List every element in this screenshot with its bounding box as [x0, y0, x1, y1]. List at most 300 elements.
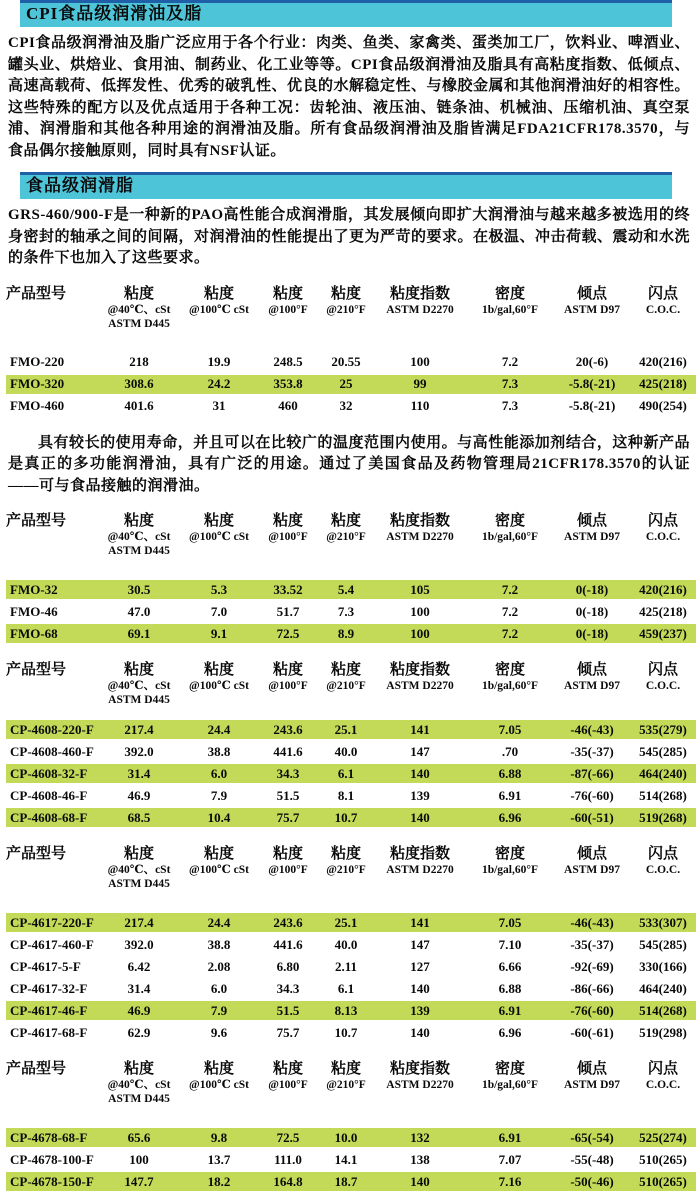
value-cell: 132	[374, 1128, 466, 1147]
column-header-sublabel: @100°F	[268, 531, 308, 543]
value-cell: 20(-6)	[575, 354, 609, 369]
value-cell: 147.7	[98, 1172, 180, 1191]
column-header	[630, 661, 696, 707]
column-header-label: 粘度	[203, 1061, 234, 1077]
column-header-label: 产品型号	[6, 846, 67, 862]
value-cell: 243.6	[258, 913, 318, 932]
value-cell: 7.16	[466, 1172, 554, 1191]
column-header	[180, 661, 258, 707]
column-header	[466, 661, 554, 707]
column-header-sublabel: @210°F	[326, 303, 366, 316]
value-cell: 40.0	[334, 743, 358, 759]
value-cell: 6.96	[466, 808, 554, 827]
value-cell: 110	[410, 398, 430, 413]
value-cell: 141	[374, 720, 466, 739]
column-header	[6, 285, 98, 331]
column-header-sublabel: @40℃、cSt	[107, 1079, 171, 1091]
column-header-sublabel: ASTM D2270	[386, 531, 454, 543]
value-cell: 34.3	[276, 980, 300, 996]
product-spec-table	[6, 282, 696, 419]
value-cell: 525(274)	[630, 1128, 696, 1147]
value-cell: 18.2	[180, 1172, 258, 1191]
table-row	[6, 957, 696, 976]
value-cell: 140	[374, 808, 466, 827]
column-header-label: 粘度	[272, 846, 303, 862]
value-cell: 33.52	[258, 580, 318, 599]
table-row	[6, 979, 696, 998]
column-header-label: 粘度	[330, 846, 361, 862]
column-header-label: 闪点	[647, 513, 678, 529]
column-header-sublabel: ASTM D2270	[386, 303, 454, 316]
value-cell: .70	[501, 743, 519, 759]
value-cell: 38.8	[207, 743, 231, 759]
value-cell: 6.91	[498, 787, 522, 803]
value-cell: 420(216)	[630, 580, 696, 599]
table-row	[6, 1172, 696, 1191]
value-cell: 6.88	[466, 764, 554, 783]
column-header-sublabel: @40℃、cSt	[107, 864, 171, 876]
value-cell: 6.91	[466, 1001, 554, 1020]
value-cell: 545(285)	[639, 743, 687, 759]
value-cell: -92(-69)	[570, 958, 614, 974]
table-row	[6, 580, 696, 599]
value-cell: 7.2	[501, 603, 519, 619]
value-cell: 99	[374, 375, 466, 394]
section1-title: CPI食品级润滑油及脂	[26, 4, 203, 23]
value-cell: -50(-46)	[554, 1172, 630, 1191]
value-cell: -87(-66)	[554, 764, 630, 783]
value-cell: 20.55	[331, 354, 361, 369]
value-cell: 519(268)	[630, 808, 696, 827]
value-cell: 51.7	[276, 603, 300, 619]
table-row	[6, 913, 696, 932]
column-header-sublabel: ASTM D97	[564, 1079, 620, 1091]
column-header-label: 闪点	[647, 1061, 678, 1077]
product-model-cell: FMO-460	[10, 398, 65, 413]
table-row	[6, 1001, 696, 1020]
value-cell: 0(-18)	[554, 624, 630, 643]
column-header	[6, 845, 98, 891]
section2-body: GRS-460/900-F是一种新的PAO高性能合成润滑脂，其发展倾向即扩大润滑油与越来越多被选用的终身密封的轴承之间的间隔，对润滑油的性能提出了更为严苛的要求。在极温、冲击荷载、震动和水洗的条件下也加入了这些要求。	[8, 207, 691, 266]
value-cell: 514(268)	[630, 1001, 696, 1020]
value-cell: 401.6	[124, 398, 154, 413]
column-header-label: 闪点	[647, 285, 678, 302]
product-model-cell: FMO-32	[6, 580, 98, 599]
product-spec-table	[6, 658, 696, 830]
product-model-cell: FMO-46	[10, 603, 58, 619]
value-cell: 140	[374, 1172, 466, 1191]
column-header	[466, 285, 554, 331]
value-cell: -5.8(-21)	[554, 375, 630, 394]
value-cell: 105	[374, 580, 466, 599]
value-cell: 6.1	[318, 764, 374, 783]
value-cell: 392.0	[124, 936, 154, 952]
column-header-label: 粘度	[123, 846, 154, 862]
value-cell: 38.8	[207, 936, 231, 952]
value-cell: 25	[318, 375, 374, 394]
value-cell: -65(-54)	[554, 1128, 630, 1147]
value-cell: 34.3	[258, 764, 318, 783]
value-cell: 7.3	[501, 398, 519, 413]
value-cell: 9.6	[210, 1024, 228, 1040]
column-header-sublabel: @100℃ cSt	[189, 531, 249, 543]
column-header-sublabel: 1b/gal,60°F	[481, 680, 539, 692]
column-header-sublabel: ASTM D445	[108, 545, 170, 557]
table-header-row	[6, 661, 696, 707]
product-model-cell: CP-4608-460-F	[10, 743, 94, 759]
value-cell: -35(-37)	[570, 743, 614, 759]
column-header-label: 密度	[494, 1061, 525, 1077]
value-cell: 25.1	[318, 913, 374, 932]
value-cell: 140	[374, 764, 466, 783]
column-header-label: 粘度	[203, 846, 234, 862]
value-cell: 100	[129, 1151, 149, 1167]
value-cell: -76(-60)	[570, 787, 614, 803]
mid-paragraph: 具有较长的使用寿命，并且可以在比较广的温度范围内使用。与高性能添加剂结合，这种新产品是真正的多功能润滑油，具有广泛的用途。通过了美国食品及药物管理局21CFR178.3570的认证——可与食品接触的润滑油。	[8, 434, 690, 494]
column-header-label: 粘度	[203, 513, 234, 529]
table-header-row	[6, 512, 696, 558]
column-header-sublabel: @100℃ cSt	[189, 303, 249, 316]
column-header-label: 粘度	[123, 662, 154, 678]
value-cell: 72.5	[258, 624, 318, 643]
value-cell: 7.0	[210, 603, 228, 619]
value-cell: 330(166)	[639, 958, 687, 974]
column-header	[374, 845, 466, 891]
value-cell: 24.4	[180, 720, 258, 739]
column-header	[374, 512, 466, 558]
value-cell: 24.4	[180, 913, 258, 932]
value-cell: 8.9	[318, 624, 374, 643]
value-cell: 51.5	[276, 787, 300, 803]
column-header	[98, 512, 180, 558]
section2-title-bar	[20, 172, 672, 199]
value-cell: 545(285)	[639, 936, 687, 952]
value-cell: 6.0	[180, 764, 258, 783]
value-cell: 6.88	[498, 980, 522, 996]
product-model-cell: CP-4678-68-F	[6, 1128, 98, 1147]
value-cell: 139	[374, 1001, 466, 1020]
value-cell: 75.7	[258, 808, 318, 827]
column-header-label: 粘度	[330, 285, 361, 302]
column-header-label: 闪点	[647, 846, 678, 862]
column-header-label: 倾点	[576, 662, 607, 678]
column-header-label: 倾点	[576, 285, 607, 302]
value-cell: 6.91	[466, 1128, 554, 1147]
column-header-label: 粘度	[203, 662, 234, 678]
value-cell: 9.8	[180, 1128, 258, 1147]
column-header	[318, 1060, 374, 1106]
product-spec-table	[6, 842, 696, 1045]
column-header	[180, 845, 258, 891]
value-cell: 519(298)	[639, 1024, 687, 1040]
column-header-sublabel: ASTM D2270	[386, 864, 454, 876]
column-header-sublabel: C.O.C.	[645, 864, 681, 876]
table-row	[6, 353, 696, 372]
value-cell: 5.4	[318, 580, 374, 599]
section2-title: 食品级润滑脂	[26, 176, 134, 195]
value-cell: 164.8	[258, 1172, 318, 1191]
value-cell: 7.9	[180, 1001, 258, 1020]
value-cell: 31.4	[127, 980, 151, 996]
value-cell: 535(279)	[630, 720, 696, 739]
column-header-sublabel: 1b/gal,60°F	[481, 1079, 539, 1091]
column-header-label: 粘度指数	[389, 285, 450, 302]
value-cell: 7.2	[466, 624, 554, 643]
column-header	[318, 845, 374, 891]
column-header-sublabel: ASTM D97	[564, 303, 620, 316]
value-cell: 69.1	[98, 624, 180, 643]
value-cell: 6.1	[337, 980, 355, 996]
value-cell: 8.13	[318, 1001, 374, 1020]
column-header-sublabel: @40℃、cSt	[107, 303, 171, 316]
product-model-cell: CP-4678-100-F	[10, 1151, 94, 1167]
product-model-cell: CP-4617-32-F	[10, 980, 88, 996]
product-model-cell: CP-4608-46-F	[10, 787, 88, 803]
column-header-sublabel: ASTM D97	[564, 680, 620, 692]
table-slot-1	[0, 509, 700, 646]
column-header-label: 粘度	[330, 1061, 361, 1077]
value-cell: 68.5	[98, 808, 180, 827]
column-header-label: 产品型号	[6, 662, 67, 678]
value-cell: 140	[410, 980, 430, 996]
value-cell: 24.2	[180, 375, 258, 394]
table-row	[6, 935, 696, 954]
value-cell: 464(240)	[639, 980, 687, 996]
product-model-cell: CP-4617-5-F	[10, 958, 81, 974]
column-header	[554, 1060, 630, 1106]
column-header	[318, 661, 374, 707]
value-cell: 490(254)	[639, 398, 687, 413]
column-header	[6, 1060, 98, 1106]
value-cell: 510(265)	[639, 1151, 687, 1167]
column-header-label: 粘度指数	[389, 662, 450, 678]
column-header-label: 产品型号	[6, 513, 67, 529]
section1-body: CPI食品级润滑油及脂广泛应用于各个行业：肉类、鱼类、家禽类、蛋类加工厂，饮料业、啤酒业、罐头业、烘焙业、食用油、制药业、化工业等等。CPI食品级润滑油及脂具有高粘度指数、低倾点、高速高载荷、低挥发性、优秀的破乳性、优良的水解稳定性、与橡胶金属和其他润滑油好的相容性。这些特殊的配方以及优点适用于各种工况：齿轮油、液压油、链条油、机械油、压缩机油、真空泵浦、润滑脂和其他各种用途的润滑油及脂。所有食品级润滑油及脂皆满足FDA21CFR178.3570，与食品偶尔接触原则，同时具有NSF认证。	[8, 35, 691, 159]
column-header-sublabel: 1b/gal,60°F	[481, 531, 539, 543]
value-cell: 6.66	[498, 958, 522, 974]
column-header	[318, 512, 374, 558]
column-header-sublabel: @100°F	[268, 1079, 308, 1091]
column-header-label: 粘度	[272, 285, 303, 302]
value-cell: 6.80	[276, 958, 300, 974]
value-cell: 100	[410, 603, 430, 619]
value-cell: 9.1	[180, 624, 258, 643]
value-cell: 441.6	[273, 743, 303, 759]
value-cell: 10.4	[180, 808, 258, 827]
table-row	[6, 1128, 696, 1147]
value-cell: 7.2	[501, 354, 519, 369]
value-cell: 2.11	[334, 958, 358, 974]
value-cell: 243.6	[258, 720, 318, 739]
value-cell: 7.07	[498, 1151, 522, 1167]
value-cell: 111.0	[274, 1151, 302, 1167]
value-cell: 140	[410, 1024, 430, 1040]
column-header-sublabel: @40℃、cSt	[107, 531, 171, 543]
value-cell: 7.05	[466, 720, 554, 739]
column-header	[374, 1060, 466, 1106]
column-header-label: 密度	[494, 285, 525, 302]
value-cell: 0(-18)	[554, 580, 630, 599]
column-header-sublabel: ASTM D2270	[386, 680, 454, 692]
table-row	[6, 624, 696, 643]
value-cell: 533(307)	[630, 913, 696, 932]
column-header-label: 产品型号	[6, 285, 67, 302]
column-header	[374, 661, 466, 707]
column-header-sublabel: C.O.C.	[645, 303, 681, 316]
column-header-sublabel: @40℃、cSt	[107, 680, 171, 692]
column-header-sublabel: ASTM D2270	[386, 1079, 454, 1091]
column-header-sublabel: @100°F	[268, 864, 308, 876]
table-slot-0	[0, 282, 700, 419]
value-cell: 19.9	[207, 354, 231, 369]
column-header	[6, 661, 98, 707]
value-cell: 441.6	[273, 936, 303, 952]
product-model-cell: CP-4608-68-F	[6, 808, 98, 827]
value-cell: 100	[374, 624, 466, 643]
column-header-sublabel: ASTM D445	[108, 694, 170, 706]
table-row	[6, 786, 696, 805]
value-cell: 392.0	[124, 743, 154, 759]
column-header	[98, 845, 180, 891]
column-header-label: 粘度	[272, 513, 303, 529]
column-header-sublabel: @100℃ cSt	[189, 1079, 249, 1091]
value-cell: 127	[410, 958, 430, 974]
column-header	[258, 285, 318, 331]
column-header-label: 粘度	[123, 513, 154, 529]
column-header	[258, 661, 318, 707]
table-row	[6, 1023, 696, 1042]
table-row	[6, 602, 696, 621]
column-header	[98, 285, 180, 331]
value-cell: -46(-43)	[554, 720, 630, 739]
table-slot-2	[0, 658, 700, 830]
value-cell: 6.42	[127, 958, 151, 974]
product-spec-table	[6, 509, 696, 646]
column-header	[180, 1060, 258, 1106]
column-header-label: 密度	[494, 846, 525, 862]
value-cell: 425(218)	[639, 603, 687, 619]
value-cell: 141	[374, 913, 466, 932]
product-model-cell: CP-4617-220-F	[6, 913, 98, 932]
value-cell: 459(237)	[630, 624, 696, 643]
value-cell: 7.10	[498, 936, 522, 952]
value-cell: 65.6	[98, 1128, 180, 1147]
column-header-sublabel: C.O.C.	[645, 1079, 681, 1091]
table-slot-3	[0, 842, 700, 1045]
column-header-label: 倾点	[576, 513, 607, 529]
column-header	[630, 512, 696, 558]
value-cell: 46.9	[98, 1001, 180, 1020]
table-header-row	[6, 1060, 696, 1106]
column-header-label: 粘度	[330, 662, 361, 678]
value-cell: 464(240)	[630, 764, 696, 783]
product-model-cell: CP-4617-68-F	[10, 1024, 88, 1040]
value-cell: 510(265)	[630, 1172, 696, 1191]
column-header	[180, 285, 258, 331]
value-cell: 5.3	[180, 580, 258, 599]
column-header	[466, 512, 554, 558]
value-cell: -55(-48)	[570, 1151, 614, 1167]
value-cell: 460	[278, 398, 298, 413]
value-cell: -35(-37)	[570, 936, 614, 952]
column-header	[318, 285, 374, 331]
value-cell: 217.4	[98, 720, 180, 739]
value-cell: 100	[410, 354, 430, 369]
value-cell: -60(-61)	[570, 1024, 614, 1040]
value-cell: 308.6	[98, 375, 180, 394]
value-cell: 147	[410, 936, 430, 952]
column-header-sublabel: @100°F	[268, 303, 308, 316]
column-header	[630, 1060, 696, 1106]
table-row	[6, 1150, 696, 1169]
value-cell: 72.5	[258, 1128, 318, 1147]
column-header-label: 粘度	[272, 1061, 303, 1077]
column-header-sublabel: 1b/gal,60°F	[481, 303, 539, 316]
value-cell: 0(-18)	[575, 603, 609, 619]
column-header-sublabel: @100℃ cSt	[189, 680, 249, 692]
value-cell: 248.5	[273, 354, 303, 369]
value-cell: 18.7	[318, 1172, 374, 1191]
value-cell: 147	[410, 743, 430, 759]
column-header-label: 密度	[494, 662, 525, 678]
value-cell: 10.7	[318, 808, 374, 827]
column-header	[6, 512, 98, 558]
column-header	[98, 661, 180, 707]
product-model-cell: FMO-220	[10, 354, 65, 369]
column-header-label: 粘度	[330, 513, 361, 529]
value-cell: 217.4	[98, 913, 180, 932]
column-header-label: 密度	[494, 513, 525, 529]
column-header	[466, 1060, 554, 1106]
value-cell: 138	[410, 1151, 430, 1167]
value-cell: 75.7	[276, 1024, 300, 1040]
column-header-label: 倾点	[576, 846, 607, 862]
column-header	[466, 845, 554, 891]
column-header-label: 粘度	[123, 1061, 154, 1077]
table-row	[6, 397, 696, 416]
value-cell: 62.9	[127, 1024, 151, 1040]
column-header-sublabel: @210°F	[326, 864, 366, 876]
product-model-cell: CP-4617-460-F	[10, 936, 94, 952]
column-header-label: 粘度	[203, 285, 234, 302]
column-header-sublabel: @100°F	[268, 680, 308, 692]
column-header-label: 产品型号	[6, 1061, 67, 1077]
column-header-sublabel: @210°F	[326, 1079, 366, 1091]
value-cell: 7.2	[466, 580, 554, 599]
column-header-sublabel: @210°F	[326, 680, 366, 692]
product-model-cell: FMO-320	[6, 375, 98, 394]
value-cell: 6.96	[498, 1024, 522, 1040]
value-cell: 46.9	[127, 787, 151, 803]
value-cell: 425(218)	[630, 375, 696, 394]
column-header-sublabel: ASTM D445	[108, 878, 170, 890]
value-cell: -5.8(-21)	[568, 398, 616, 413]
column-header-sublabel: ASTM D445	[108, 1093, 170, 1105]
value-cell: 30.5	[98, 580, 180, 599]
column-header	[98, 1060, 180, 1106]
value-cell: -76(-60)	[554, 1001, 630, 1020]
table-row	[6, 808, 696, 827]
value-cell: 7.9	[210, 787, 228, 803]
value-cell: 420(216)	[639, 354, 687, 369]
column-header	[258, 1060, 318, 1106]
column-header-label: 粘度	[272, 662, 303, 678]
column-header-label: 粘度指数	[389, 846, 450, 862]
table-row	[6, 742, 696, 761]
value-cell: 31	[212, 398, 226, 413]
column-header-sublabel: ASTM D97	[564, 531, 620, 543]
value-cell: 8.1	[337, 787, 355, 803]
